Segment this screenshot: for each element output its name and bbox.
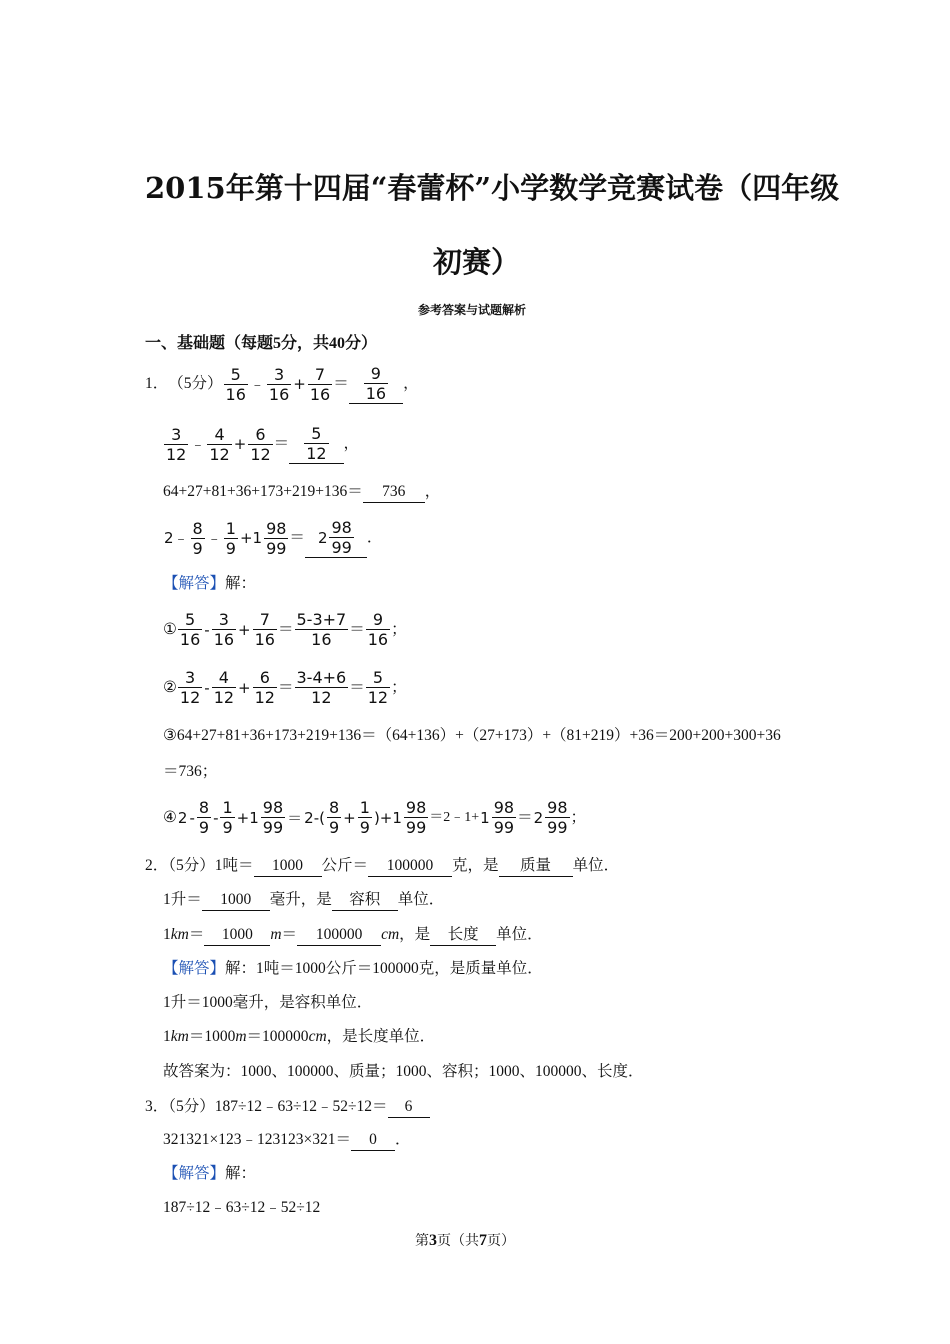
fraction: $\frac{3}{16}$ xyxy=(268,364,290,404)
fraction: $\frac{1}{9}$ xyxy=(225,518,236,558)
answer-blank: 长度 xyxy=(430,925,496,946)
fraction: $\frac{3}{12}$ xyxy=(166,424,187,464)
fraction: $\frac{5}{16}$ xyxy=(225,364,246,404)
question-2-line-2: 1升＝ 1000 毫升，是 容积 单位． xyxy=(163,890,444,911)
question-3-solution-label: 【解答】解： xyxy=(163,1165,257,1182)
page-footer: 第3页（共7页） xyxy=(415,1232,515,1249)
page-title-line2: 初赛） xyxy=(433,245,521,279)
answer-blank: 100000 xyxy=(297,925,381,946)
answer-blank: 1000 xyxy=(202,890,270,911)
question-3-solution-1: 187÷12﹣63÷12﹣52÷12 xyxy=(163,1199,321,1216)
answer-blank: 736 xyxy=(363,482,425,503)
page-title-line1: 2015年第十四届“春蕾杯”小学数学竞赛试卷（四年级 xyxy=(145,171,840,205)
section-heading: 一、基础题（每题5分，共40分） xyxy=(145,335,378,352)
question-3-line-2: 321321×123﹣123123×321＝ 0 ． xyxy=(163,1130,411,1151)
answer-blank: $\frac{5}{12}$ xyxy=(289,424,343,464)
question-2-line-3: 1km＝ 1000 m＝ 100000 cm，是 长度 单位． xyxy=(163,925,543,946)
answer-blank: 1000 xyxy=(254,856,322,877)
answer-blank: 100000 xyxy=(368,856,452,877)
question-1-line-2: $\frac{3}{12}$ ﹣ $\frac{4}{12}$ + $\frac{6}{12}$ ＝ $\frac{5}{12}$ ， xyxy=(166,424,360,464)
fraction: $\frac{98}{99}$ xyxy=(266,518,287,558)
question-score: （5分） xyxy=(168,375,223,392)
fraction: $\frac{4}{12}$ xyxy=(209,424,230,464)
question-1-line-1: 1． （5分） $\frac{5}{16}$ ﹣ $\frac{3}{16}$ + $\frac{7}{16}$ ＝ $\frac{9}{16}$ ， xyxy=(145,364,419,404)
solution-step-4: ④ 2 - $\frac{8}{9}$ - $\frac{1}{9}$ +1 $\frac{98}{99}$ ＝ 2-( $\frac{8}{9}$ + $\frac{1}{9}$ )+1 $\frac{98}{99}$ ＝2﹣1+ 1 $\frac{98}{99}$ ＝ 2 $\frac{98}{99}$ ； xyxy=(163,798,587,837)
solution-step-2: ② $\frac{3}{12}$ - $\frac{4}{12}$ + $\frac{6}{12}$ ＝ $\frac{3-4+6}{12}$ ＝ $\frac{5}{12}$ ； xyxy=(163,668,407,707)
answer-blank: 0 xyxy=(351,1130,395,1151)
fraction: $\frac{6}{12}$ xyxy=(250,424,271,464)
fraction: $\frac{7}{16}$ xyxy=(309,364,331,404)
solution-step-3b: ＝736； xyxy=(163,763,218,780)
fraction: $\frac{8}{9}$ xyxy=(192,518,203,558)
answer-blank: 6 xyxy=(388,1097,430,1118)
solution-step-1: ① $\frac{5}{16}$ - $\frac{3}{16}$ + $\frac{7}{16}$ ＝ $\frac{5-3+7}{16}$ ＝ $\frac{9}{16}$ ； xyxy=(163,610,407,649)
question-number: 1． xyxy=(145,375,169,392)
solution-step-3a: ③64+27+81+36+173+219+136＝（64+136）+（27+173）+（81+219）+36＝200+200+300+36 xyxy=(163,727,781,744)
answer-blank: 1000 xyxy=(204,925,270,946)
answer-blank: 2 $\frac{98}{99}$ xyxy=(305,518,367,558)
question-2-solution-1: 【解答】解：1吨＝1000公斤＝100000克，是质量单位． xyxy=(163,960,543,977)
solution-label: 【解答】解： xyxy=(163,575,257,592)
answer-blank: $\frac{9}{16}$ xyxy=(349,364,403,404)
question-2-final-answer: 故答案为：1000、100000、质量；1000、容积；1000、100000、长度． xyxy=(163,1063,644,1080)
question-1-line-3: 64+27+81+36+173+219+136＝ 736 ， xyxy=(163,482,440,503)
question-3-line-1: 3．（5分）187÷12﹣63÷12﹣52÷12＝ 6 xyxy=(145,1097,430,1118)
question-2-solution-2: 1升＝1000毫升，是容积单位． xyxy=(163,994,373,1011)
question-2-solution-3: 1km＝1000m＝100000cm，是长度单位． xyxy=(163,1028,436,1045)
answer-blank: 质量 xyxy=(499,856,573,877)
answer-blank: 容积 xyxy=(332,890,398,911)
question-2-line-1: 2．（5分）1吨＝ 1000 公斤＝ 100000 克，是 质量 单位． xyxy=(145,856,619,877)
question-1-line-4: 2﹣ $\frac{8}{9}$ ﹣ $\frac{1}{9}$ +1 $\frac{98}{99}$ ＝ 2 $\frac{98}{99}$ ． xyxy=(164,518,383,558)
page-subtitle: 参考答案与试题解析 xyxy=(418,303,527,317)
